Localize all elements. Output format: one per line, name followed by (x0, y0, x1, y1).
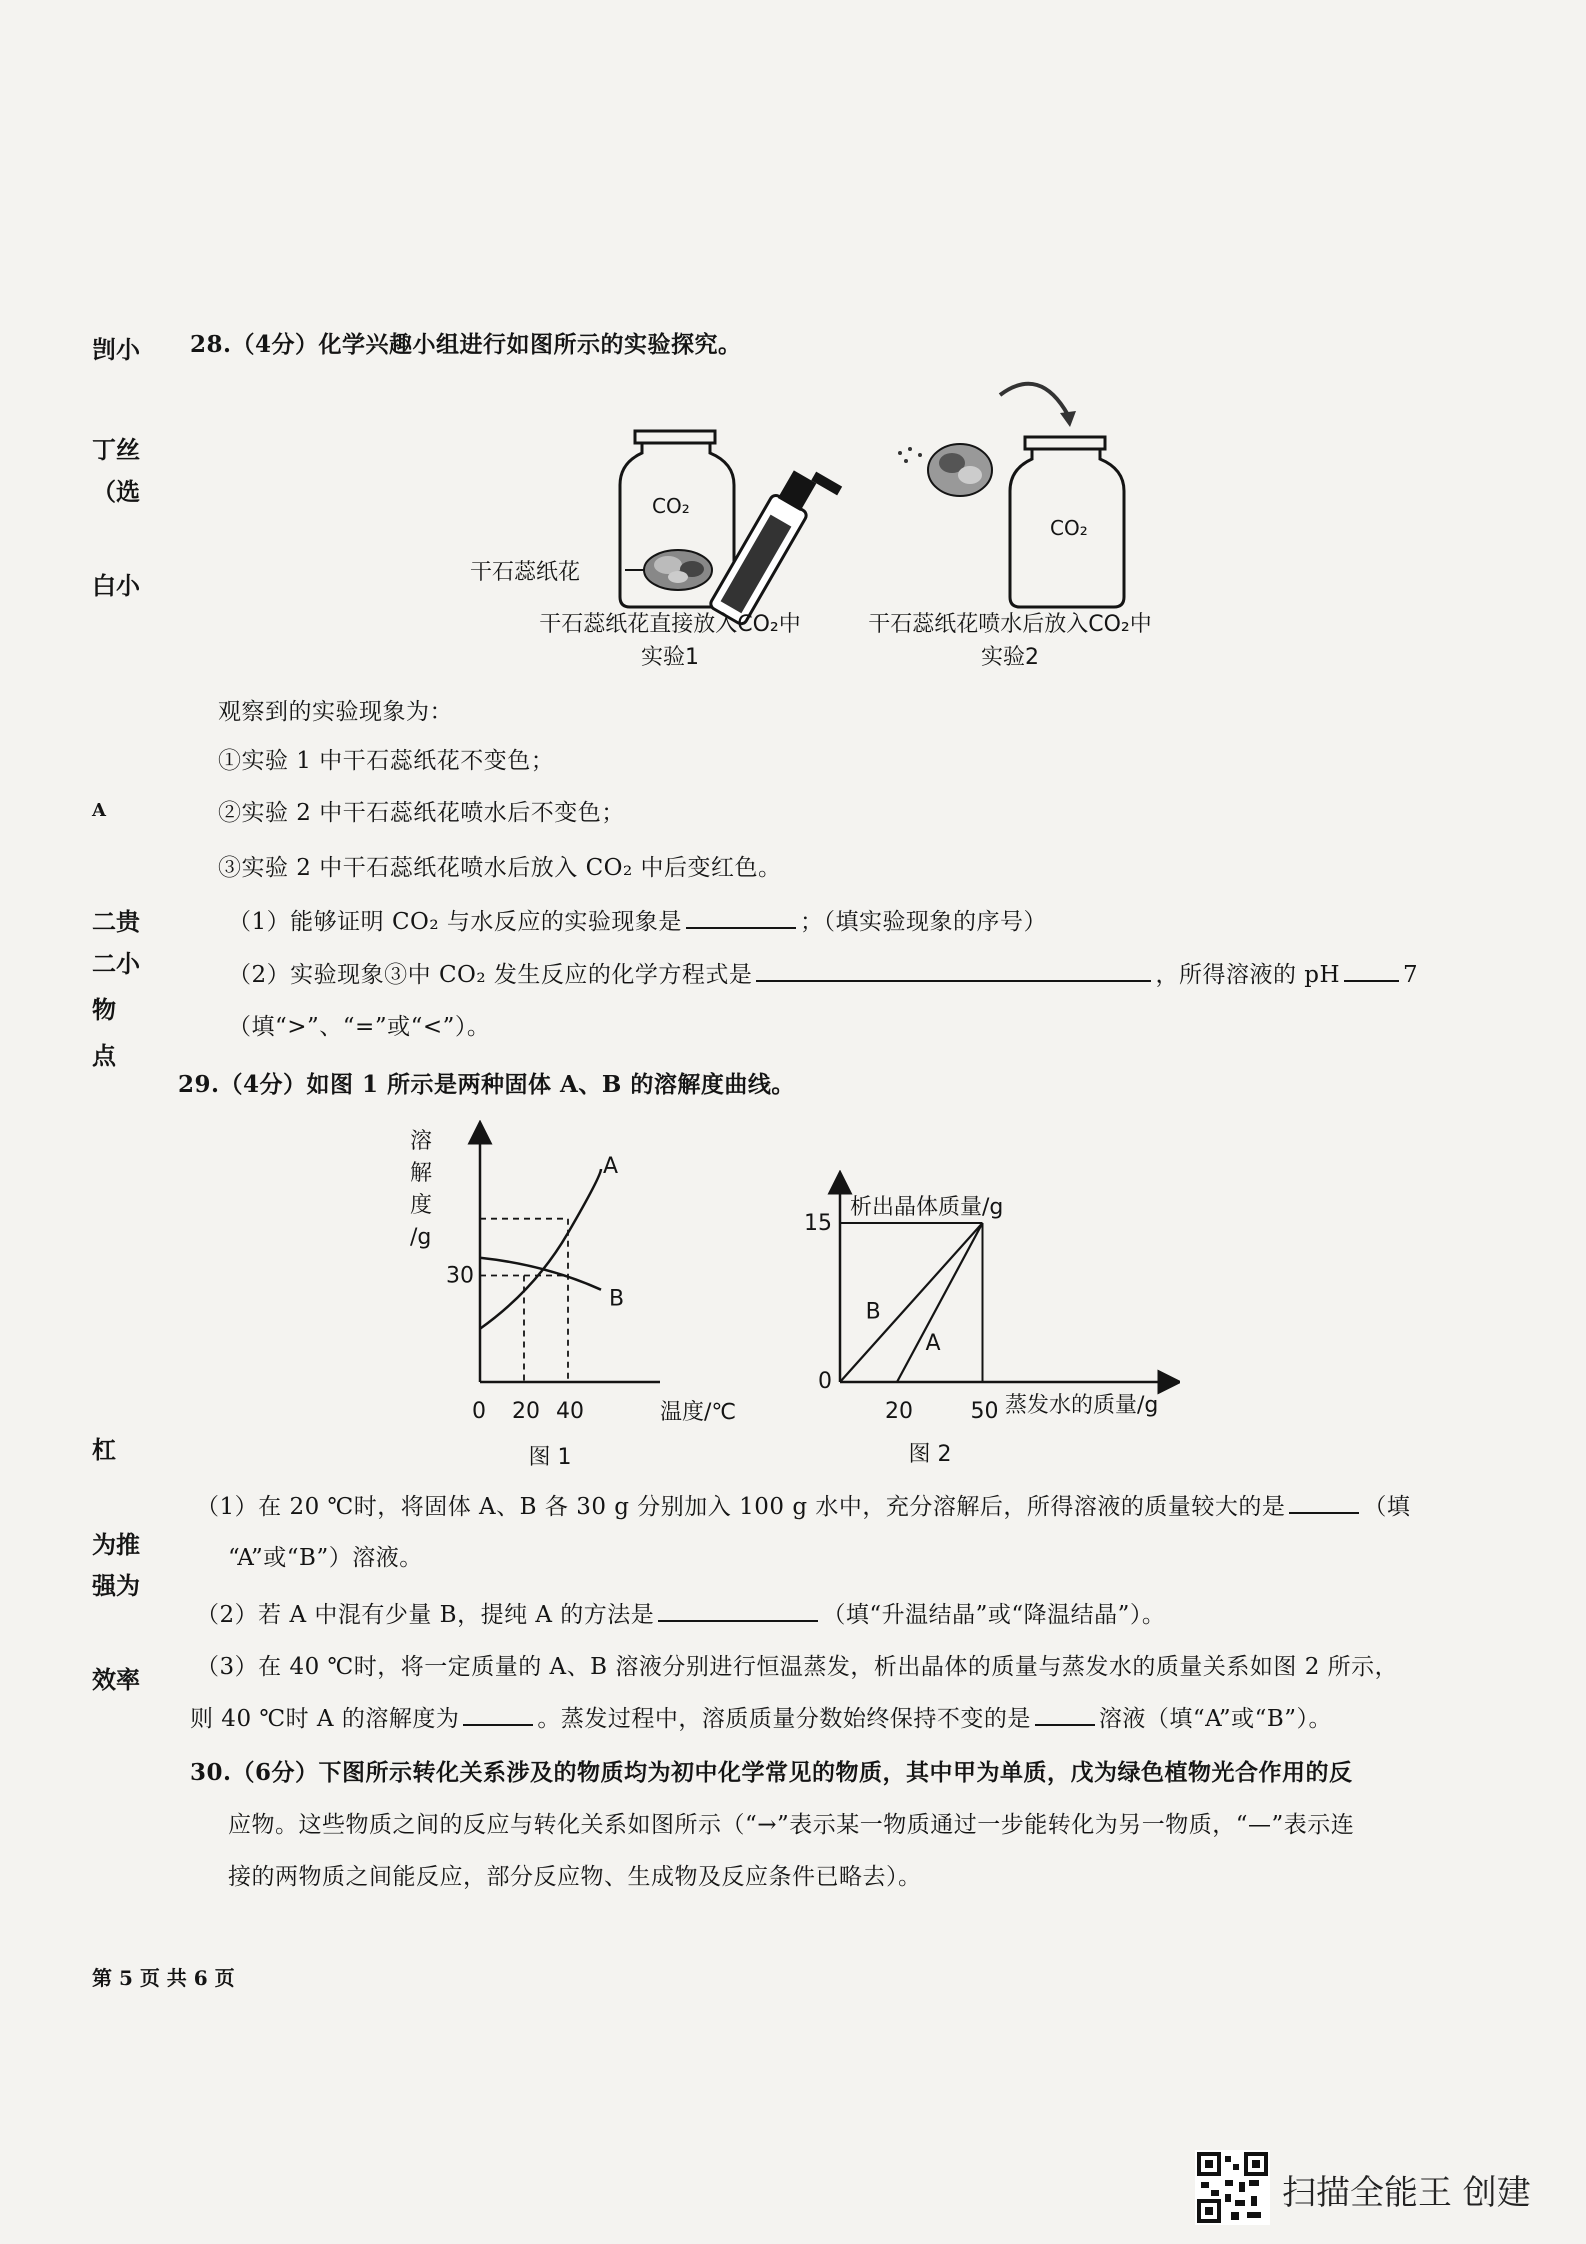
margin-fragment: 效率 (92, 1665, 140, 1694)
chart1-caption: 图 1 (528, 1445, 572, 1470)
margin-fragment: 白小 (92, 571, 140, 600)
jar-2-illustration (1010, 437, 1124, 607)
chart2-xlabel: 蒸发水的质量/g (1005, 1393, 1159, 1418)
margin-fragment: 为推 (92, 1530, 140, 1559)
spray-dots (898, 447, 922, 463)
x-tick-label: 40 (556, 1399, 584, 1424)
series-B-label: B (609, 1286, 625, 1312)
litmus-flower-2-icon (928, 444, 992, 496)
series-B-line (840, 1223, 983, 1382)
series-A-line (480, 1169, 601, 1329)
answer-blank[interactable] (756, 958, 1151, 982)
answer-blank[interactable] (1035, 1702, 1095, 1726)
q28-sub-1: （1）能够证明 CO₂ 与水反应的实验现象是 ；（填实验现象的序号） (228, 905, 1047, 937)
answer-blank[interactable] (658, 1598, 818, 1622)
margin-fragment: 物 (92, 995, 116, 1024)
q29-sub-1: （1）在 20 ℃时，将固体 A、B 各 30 g 分别加入 100 g 水中，充分溶解后，所得溶液的质量较大的是 （填 (196, 1490, 1410, 1522)
y-label-line: 度 (410, 1193, 433, 1218)
q29-sub-2: （2）若 A 中混有少量 B，提纯 A 的方法是 （填“升温结晶”或“降温结晶”）。 (196, 1598, 1165, 1630)
q28-sub-2: （2）实验现象③中 CO₂ 发生反应的化学方程式是 ，所得溶液的 pH 7 (228, 958, 1418, 990)
y-label-line: 解 (410, 1161, 433, 1186)
q29-title: 29.（4分）如图 1 所示是两种固体 A、B 的溶解度曲线。 (178, 1071, 795, 1098)
chart2-ylabel: 析出晶体质量/g (850, 1195, 1004, 1220)
q30-line-1: 30.（6分）下图所示转化关系涉及的物质均为初中化学常见的物质，其中甲为单质，戊为绿色植物光合作用的反 (190, 1759, 1353, 1786)
exp1-name: 实验1 (641, 645, 699, 670)
margin-fragment: A (92, 800, 106, 821)
page-footer: 第 5 页 共 6 页 (92, 1966, 235, 1990)
y-label-line: 溶 (410, 1129, 433, 1154)
y-tick-label: 30 (446, 1263, 474, 1289)
x-tick-label: 0 (818, 1369, 832, 1394)
margin-fragment: （选 (92, 477, 140, 506)
answer-blank[interactable] (1344, 958, 1399, 982)
q28-obs-1: ①实验 1 中干石蕊纸花不变色； (218, 748, 555, 774)
margin-fragment: 剀小 (92, 335, 140, 364)
q28-sub-2-cont: （填“>”、“=”或“<”）。 (228, 1014, 491, 1040)
solubility-chart (400, 1120, 720, 1440)
margin-fragment: 丁丝 (92, 435, 140, 464)
x-tick-label: 0 (472, 1399, 486, 1424)
q29-sub-1-cont: “A”或“B”）溶液。 (228, 1545, 423, 1571)
margin-fragment: 点 (92, 1041, 116, 1070)
q30-line-3: 接的两物质之间能反应，部分反应物、生成物及反应条件已略去）。 (228, 1864, 922, 1890)
q29-sub-3: （3）在 40 ℃时，将一定质量的 A、B 溶液分别进行恒温蒸发，析出晶体的质量与蒸发水的质量关系如图 2 所示， (196, 1654, 1399, 1680)
q30-line-2: 应物。这些物质之间的反应与转化关系如图所示（“→”表示某一物质通过一步能转化为另一物质，“—”表示连 (228, 1812, 1355, 1838)
q28-experiment-figure (460, 375, 1180, 685)
margin-fragment: 二小 (92, 949, 140, 978)
answer-blank[interactable] (463, 1702, 533, 1726)
x-tick-label: 20 (512, 1399, 540, 1424)
chart2-caption: 图 2 (908, 1442, 952, 1467)
y-label-line: /g (410, 1225, 432, 1250)
series-B-label: B (865, 1299, 881, 1325)
series-A-label: A (603, 1154, 619, 1179)
series-A-label: A (925, 1331, 941, 1357)
q29-sub-3-cont: 则 40 ℃时 A 的溶解度为 。蒸发过程中，溶质质量分数始终保持不变的是 溶液（填“A”或“B”）。 (190, 1702, 1332, 1734)
jar-2-label: CO₂ (1050, 516, 1088, 540)
x-tick-label: 20 (885, 1399, 913, 1424)
q28-title: 28.（4分）化学兴趣小组进行如图所示的实验探究。 (190, 331, 742, 358)
scanner-label: 扫描全能王 创建 (1282, 2173, 1531, 2213)
exp1-caption: 干石蕊纸花直接放入CO₂中 (539, 612, 801, 637)
litmus-flower-1-icon (644, 550, 712, 590)
margin-fragment: 杠 (92, 1435, 116, 1464)
flower-label: 干石蕊纸花 (470, 560, 581, 585)
margin-fragment: 二贵 (92, 907, 140, 936)
jar-1-label: CO₂ (652, 494, 690, 518)
q28-observe: 观察到的实验现象为： (218, 699, 453, 725)
qr-code-icon (1195, 2150, 1270, 2225)
answer-blank[interactable] (686, 905, 796, 929)
margin-fragment: 强为 (92, 1571, 140, 1600)
x-tick-label: 50 (970, 1399, 999, 1424)
exp2-caption: 干石蕊纸花喷水后放入CO₂中 (868, 612, 1152, 637)
curved-arrow-icon (1000, 384, 1068, 415)
exp2-name: 实验2 (981, 645, 1039, 670)
answer-blank[interactable] (1289, 1490, 1359, 1514)
chart1-xlabel: 温度/℃ (660, 1400, 737, 1425)
q28-obs-2: ②实验 2 中干石蕊纸花喷水后不变色； (218, 800, 625, 826)
y-tick-label: 15 (804, 1211, 832, 1236)
q28-obs-3: ③实验 2 中干石蕊纸花喷水后放入 CO₂ 中后变红色。 (218, 855, 782, 881)
